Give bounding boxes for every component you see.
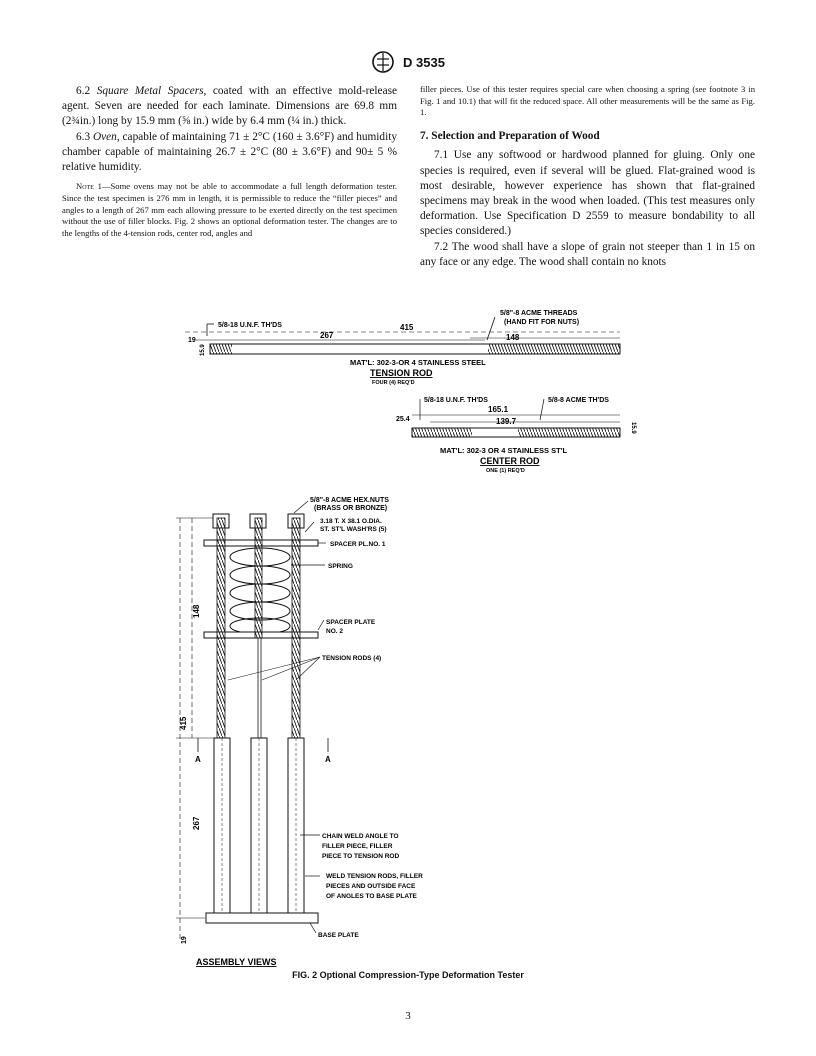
paragraph-7-2: 7.2 The wood shall have a slope of grain not steeper than 1 in 15 on any face or any edge. The wood shall contain no knots — [420, 240, 755, 268]
tension-qty: FOUR (4) REQ'D — [372, 380, 415, 386]
tension-thread-right-label-1: 5/8"-8 ACME THREADS — [500, 310, 578, 317]
label-nuts-1: 5/8"-8 ACME HEX.NUTS — [310, 497, 389, 504]
center-dim-139: 139.7 — [496, 417, 517, 426]
tension-rod-drawing — [185, 310, 620, 386]
section-7-heading: 7. Selection and Preparation of Wood — [420, 130, 600, 143]
label-chain-3: PIECE TO TENSION ROD — [322, 853, 400, 860]
astm-logo-icon — [371, 50, 395, 74]
label-weld-3: OF ANGLES TO BASE PLATE — [326, 893, 417, 900]
note-1-continued: filler pieces. Use of this tester requires special care when choosing a spring (see footnote 3 in Fig. 1 and 10.1) that will fit the reduced space. All other measurements will be the same as Fig. 1. — [420, 84, 755, 118]
tension-thread-left-label: 5/8-18 U.N.F. TH'DS — [218, 322, 282, 329]
figure-2-drawing — [0, 300, 816, 1020]
center-dim-dia: 15.9 — [630, 422, 636, 434]
paragraph-6-3: 6.3 Oven, capable of maintaining 71 ± 2°C (160 ± 3.6°F) and humidity chamber capable of maintaining 26.7 ± 2°C (80 ± 3.6°F) and 90± 5 % relative humidity. — [62, 130, 397, 174]
paragraph-6-2: 6.2 Square Metal Spacers, coated with an effective mold-release agent. Seven are needed for each laminate. Dimensions are 69.8 mm (2¾in.) long by 15.9 mm (⅝ in.) wide by 6.4 mm (¼ in.) thick. — [62, 85, 397, 128]
label-washer-1: 3.18 T. X 38.1 O.DIA. — [320, 518, 382, 525]
tension-material: MAT'L: 302-3-OR 4 STAINLESS STEEL — [350, 358, 486, 367]
assembly-dim-415: 415 — [179, 716, 188, 730]
tension-dim-267: 267 — [320, 331, 334, 340]
page-number: 3 — [405, 1010, 411, 1022]
note-1: Note 1—Some ovens may not be able to accommodate a full length deformation tester. Since the test specimen is 276 mm in length, it is permissible to reduce the “filler pieces” and angles to a length of 267 mm each allowing pressure to be exerted directly on the test specimen without the use of filler blocks. Fig. 2 shows an optional deformation tester. The changes are to the lengths of the 4-tension rods, center rod, angles and — [62, 181, 397, 239]
label-spacer-2-1: SPACER PLATE — [326, 619, 376, 626]
tension-title: TENSION ROD — [370, 368, 433, 378]
assembly-drawing — [176, 497, 423, 967]
left-column — [62, 84, 397, 240]
label-washer-2: ST. ST'L WASH'RS (5) — [320, 526, 387, 533]
document-id: D 3535 — [403, 54, 445, 70]
assembly-title: ASSEMBLY VIEWS — [196, 957, 277, 967]
page-header — [0, 50, 816, 74]
assembly-dim-148: 148 — [192, 604, 201, 618]
tension-dim-19: 19 — [188, 337, 196, 344]
label-nuts-2: (BRASS OR BRONZE) — [314, 505, 388, 512]
center-thread-right-label: 5/8-8 ACME TH'DS — [548, 397, 609, 404]
section-a-left: A — [195, 755, 201, 764]
base-plate — [206, 913, 318, 923]
tension-dim-148: 148 — [506, 333, 520, 342]
assembly-dim-19: 19 — [181, 936, 188, 944]
tension-dim-415: 415 — [400, 323, 414, 332]
assembly-dim-267: 267 — [192, 816, 201, 830]
section-a-right: A — [325, 755, 331, 764]
center-dim-25: 25.4 — [396, 416, 410, 423]
center-title: CENTER ROD — [480, 456, 540, 466]
label-tension-rods: TENSION RODS (4) — [322, 655, 382, 662]
center-dim-165: 165.1 — [488, 405, 509, 414]
tension-thread-right-label-2: (HAND FIT FOR NUTS) — [504, 319, 580, 326]
right-column — [420, 84, 755, 270]
label-spring: SPRING — [328, 563, 353, 570]
label-weld-2: PIECES AND OUTSIDE FACE — [326, 883, 416, 890]
label-base-plate: BASE PLATE — [318, 932, 359, 939]
paragraph-7-1: 7.1 Use any softwood or hardwood planned for gluing. Only one species is required, even if several will be glued. Flat-grained wood is most desirable, however experience has shown that flat-grained specimens may break in the wood when loaded. (This test measures only deformation. Use Specification D 2559 to measure bondability to all species considered.) — [420, 149, 755, 238]
figure-caption: FIG. 2 Optional Compression-Type Deformation Tester — [292, 970, 524, 980]
center-material: MAT'L: 302-3 OR 4 STAINLESS ST'L — [440, 446, 568, 455]
center-thread-left-label: 5/8-18 U.N.F. TH'DS — [424, 397, 488, 404]
label-weld-1: WELD TENSION RODS, FILLER — [326, 873, 423, 880]
center-rod-drawing — [396, 397, 636, 474]
center-qty: ONE (1) REQ'D — [486, 468, 525, 474]
tension-dim-dia: 15.9 — [200, 344, 206, 356]
label-chain-1: CHAIN WELD ANGLE TO — [322, 833, 399, 840]
label-spacer-2-2: NO. 2 — [326, 628, 343, 635]
label-spacer-1: SPACER PL.NO. 1 — [330, 541, 386, 548]
label-chain-2: FILLER PIECE, FILLER — [322, 843, 393, 850]
